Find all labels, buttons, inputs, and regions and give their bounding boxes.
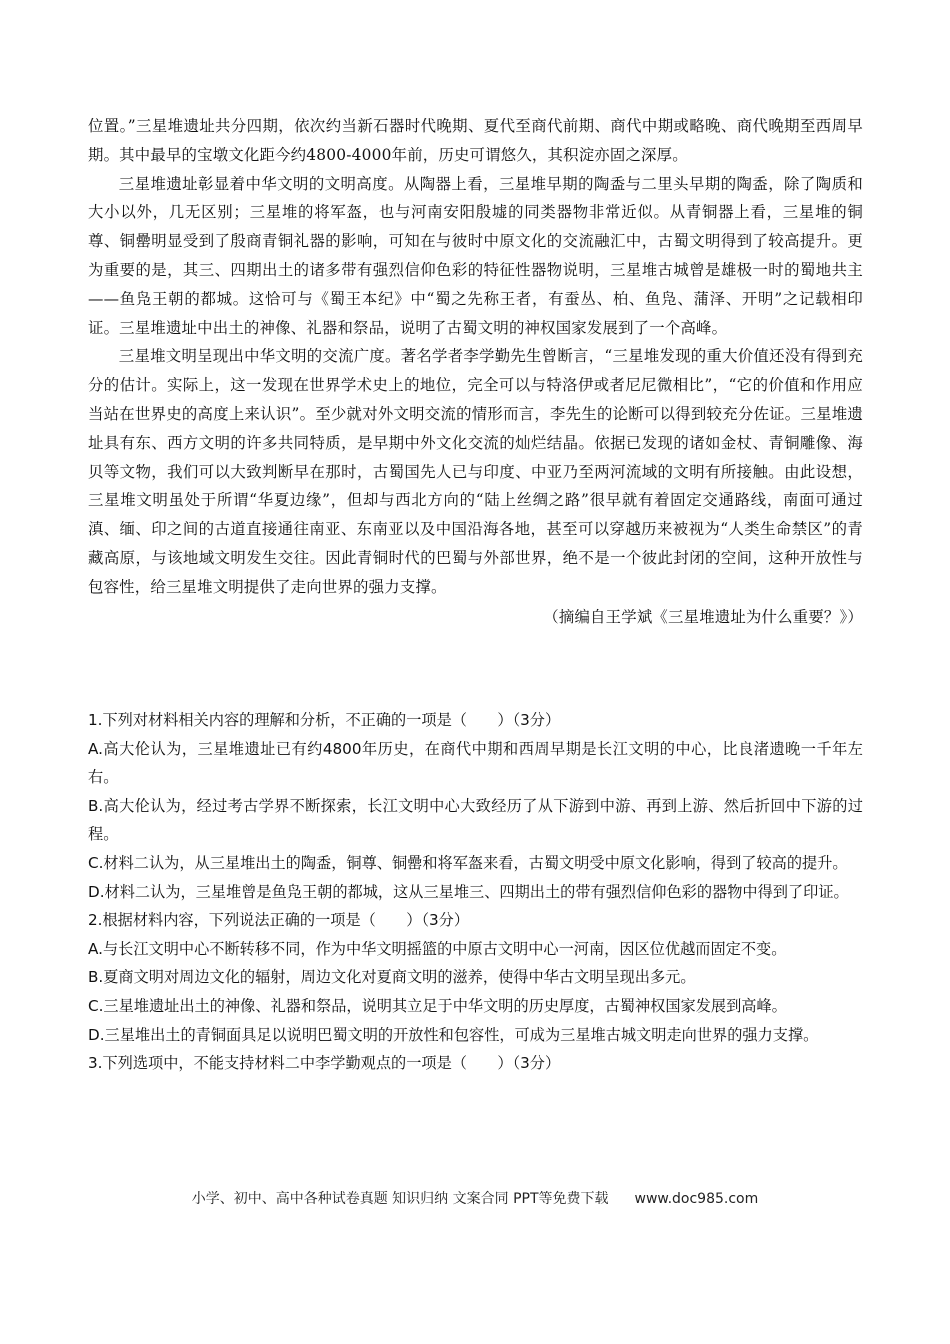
- footer-text: 小学、初中、高中各种试卷真题 知识归纳 文案合同 PPT等免费下载: [191, 1191, 609, 1207]
- question-2-option-a: A.与长江文明中心不断转移不同，作为中华文明摇篮的中原古文明中心一河南，因区位优越而固定不变。: [88, 939, 787, 958]
- question-section: [88, 706, 863, 1078]
- question-1-option-b: B.高大伦认为，经过考古学界不断探索，长江文明中心大致经历了从下游到中游、再到上游、然后折回中下游的过程。: [88, 796, 863, 844]
- passage-paragraph-3: 三星堆文明呈现出中华文明的交流广度。著名学者李学勤先生曾断言，“三星堆发现的重大价值还没有得到充分的估计。实际上，这一发现在世界学术史上的地位，完全可以与特洛伊或者尼尼微相比”，“它的价值和作用应当站在世界史的高度上来认识”。至少就对外文明交流的情形而言，李先生的论断可以得到较充分佐证。三星堆遗址具有东、西方文明的许多共同特质，是早期中外文化交流的灿烂结晶。依据已发现的诸如金杖、青铜雕像、海贝等文物，我们可以大致判断早在那时，古蜀国先人已与印度、中亚乃至两河流域的文明有所接触。由此设想，三星堆文明虽处于所谓“华夏边缘”，但却与西北方向的“陆上丝绸之路”很早就有着固定交通路线，南面可通过滇、缅、印之间的古道直接通往南亚、东南亚以及中国沿海各地，甚至可以穿越历来被视为“人类生命禁区”的青藏高原，与该地域文明发生交往。因此青铜时代的巴蜀与外部世界，绝不是一个彼此封闭的空间，这种开放性与包容性，给三星堆文明提供了走向世界的强力支撑。: [88, 347, 863, 596]
- reading-passage: [88, 112, 863, 631]
- page-footer: [0, 1188, 950, 1208]
- footer-url[interactable]: www.doc985.com: [634, 1191, 759, 1207]
- question-2-option-b: B.夏商文明对周边文化的辐射，周边文化对夏商文明的滋养，使得中华古文明呈现出多元。: [88, 968, 696, 987]
- question-1-stem: 1.下列对材料相关内容的理解和分析，不正确的一项是（ ）（3分）: [88, 711, 561, 729]
- question-1-option-d: D.材料二认为，三星堆曾是鱼凫王朝的都城，这从三星堆三、四期出土的带有强烈信仰色彩的器物中得到了印证。: [88, 882, 849, 901]
- question-1-option-a: A.高大伦认为，三星堆遗址已有约4800年历史，在商代中期和西周早期是长江文明的中心，比良渚遗晚一千年左右。: [88, 739, 863, 787]
- question-3-stem: 3.下列选项中，不能支持材料二中李学勤观点的一项是（ ）（3分）: [88, 1054, 561, 1073]
- question-1-option-c: C.材料二认为，从三星堆出土的陶盉，铜尊、铜罍和将军盔来看，古蜀文明受中原文化影响，得到了较高的提升。: [88, 853, 848, 872]
- question-2-option-c: C.三星堆遗址出土的神像、礼器和祭品，说明其立足于中华文明的历史厚度，古蜀神权国家发展到高峰。: [88, 996, 787, 1015]
- passage-paragraph-2: 三星堆遗址彰显着中华文明的文明高度。从陶器上看，三星堆早期的陶盉与二里头早期的陶盉，除了陶质和大小以外，几无区别；三星堆的将军盔，也与河南安阳殷墟的同类器物非常近似。从青铜器上看，三星堆的铜尊、铜罍明显受到了殷商青铜礼器的影响，可知在与彼时中原文化的交流融汇中，古蜀文明得到了较高提升。更为重要的是，其三、四期出土的诸多带有强烈信仰色彩的特征性器物说明，三星堆古城曾是雄极一时的蜀地共主——鱼凫王朝的都城。这恰可与《蜀王本纪》中“蜀之先称王者，有蚕丛、柏、鱼凫、蒲泽、开明”之记载相印证。三星堆遗址中出土的神像、礼器和祭品，说明了古蜀文明的神权国家发展到了一个高峰。: [88, 174, 863, 337]
- question-2-option-d: D.三星堆出土的青铜面具足以说明巴蜀文明的开放性和包容性，可成为三星堆古城文明走向世界的强力支撑。: [88, 1025, 819, 1044]
- question-2-stem: 2.根据材料内容，下列说法正确的一项是（ ）（3分）: [88, 911, 470, 930]
- passage-paragraph-1: 位置。”三星堆遗址共分四期，依次约当新石器时代晚期、夏代至商代前期、商代中期或略晚、商代晚期至西周早期。其中最早的宝墩文化距今约4800-4000年前，历史可谓悠久，其积淀亦固之深厚。: [88, 117, 863, 164]
- passage-source: （摘编自王学斌《三星堆遗址为什么重要？》）: [543, 607, 863, 626]
